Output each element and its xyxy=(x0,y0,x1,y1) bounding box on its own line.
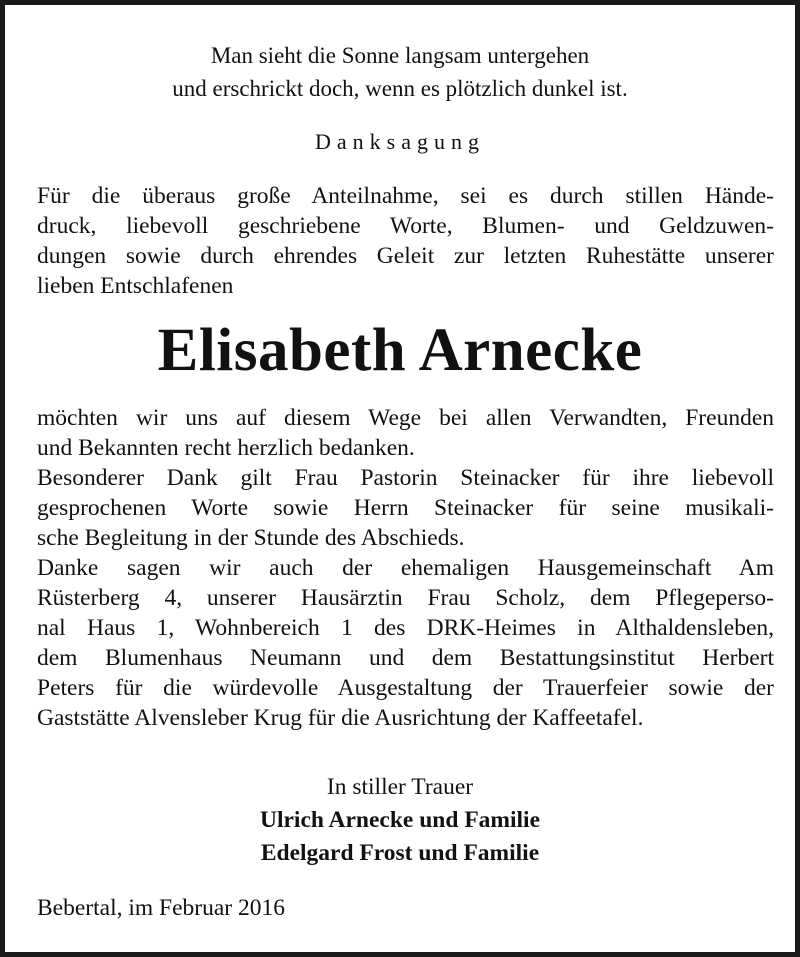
motto-quote xyxy=(5,39,795,105)
signature-block xyxy=(5,771,795,870)
body-line: Besonderer Dank gilt Frau Pastorin Steinacker für ihre liebevoll xyxy=(37,465,774,491)
body-line: nal Haus 1, Wohnbereich 1 des DRK-Heimes in Althaldensleben, xyxy=(37,615,774,641)
signature-intro: In stiller Trauer xyxy=(326,774,474,800)
intro-paragraph xyxy=(37,181,774,301)
intro-line: druck, liebevoll geschriebene Worte, Blumen- und Geldzuwen- xyxy=(37,213,774,239)
signature-family: Ulrich Arnecke und Familie xyxy=(259,807,541,833)
heading-danksagung: Danksagung xyxy=(315,129,485,154)
body-line: Danke sagen wir auch der ehemaligen Hausgemeinschaft Am xyxy=(37,555,774,581)
body-line: sche Begleitung in der Stunde des Abschieds. xyxy=(37,525,465,551)
place-date: Bebertal, im Februar 2016 xyxy=(37,895,285,921)
body-line: dem Blumenhaus Neumann und dem Bestattungsinstitut Herbert xyxy=(37,645,774,671)
body-line: Gaststätte Alvensleber Krug für die Ausrichtung der Kaffeetafel. xyxy=(37,705,644,731)
motto-line: Man sieht die Sonne langsam untergehen xyxy=(210,43,590,68)
thanks-paragraph xyxy=(37,403,774,733)
body-line: und Bekannten recht herzlich bedanken. xyxy=(37,435,415,461)
body-line: Peters für die würdevolle Ausgestaltung der Trauerfeier sowie der xyxy=(37,675,774,701)
intro-line: lieben Entschlafenen xyxy=(37,273,234,299)
intro-line: Für die überaus große Anteilnahme, sei es durch stillen Hände- xyxy=(37,183,774,209)
body-line: Rüsterberg 4, unserer Hausärztin Frau Scholz, dem Pflegeperso- xyxy=(37,585,774,611)
body-line: möchten wir uns auf diesem Wege bei allen Verwandten, Freunden xyxy=(37,405,774,431)
deceased-name: Elisabeth Arnecke xyxy=(157,317,643,384)
signature-family: Edelgard Frost und Familie xyxy=(260,840,540,866)
body-line: gesprochenen Worte sowie Herrn Steinacker für seine musikali- xyxy=(37,495,774,521)
motto-line: und erschrickt doch, wenn es plötzlich dunkel ist. xyxy=(172,76,628,101)
intro-line: dungen sowie durch ehrendes Geleit zur letzten Ruhestätte unserer xyxy=(37,243,774,269)
